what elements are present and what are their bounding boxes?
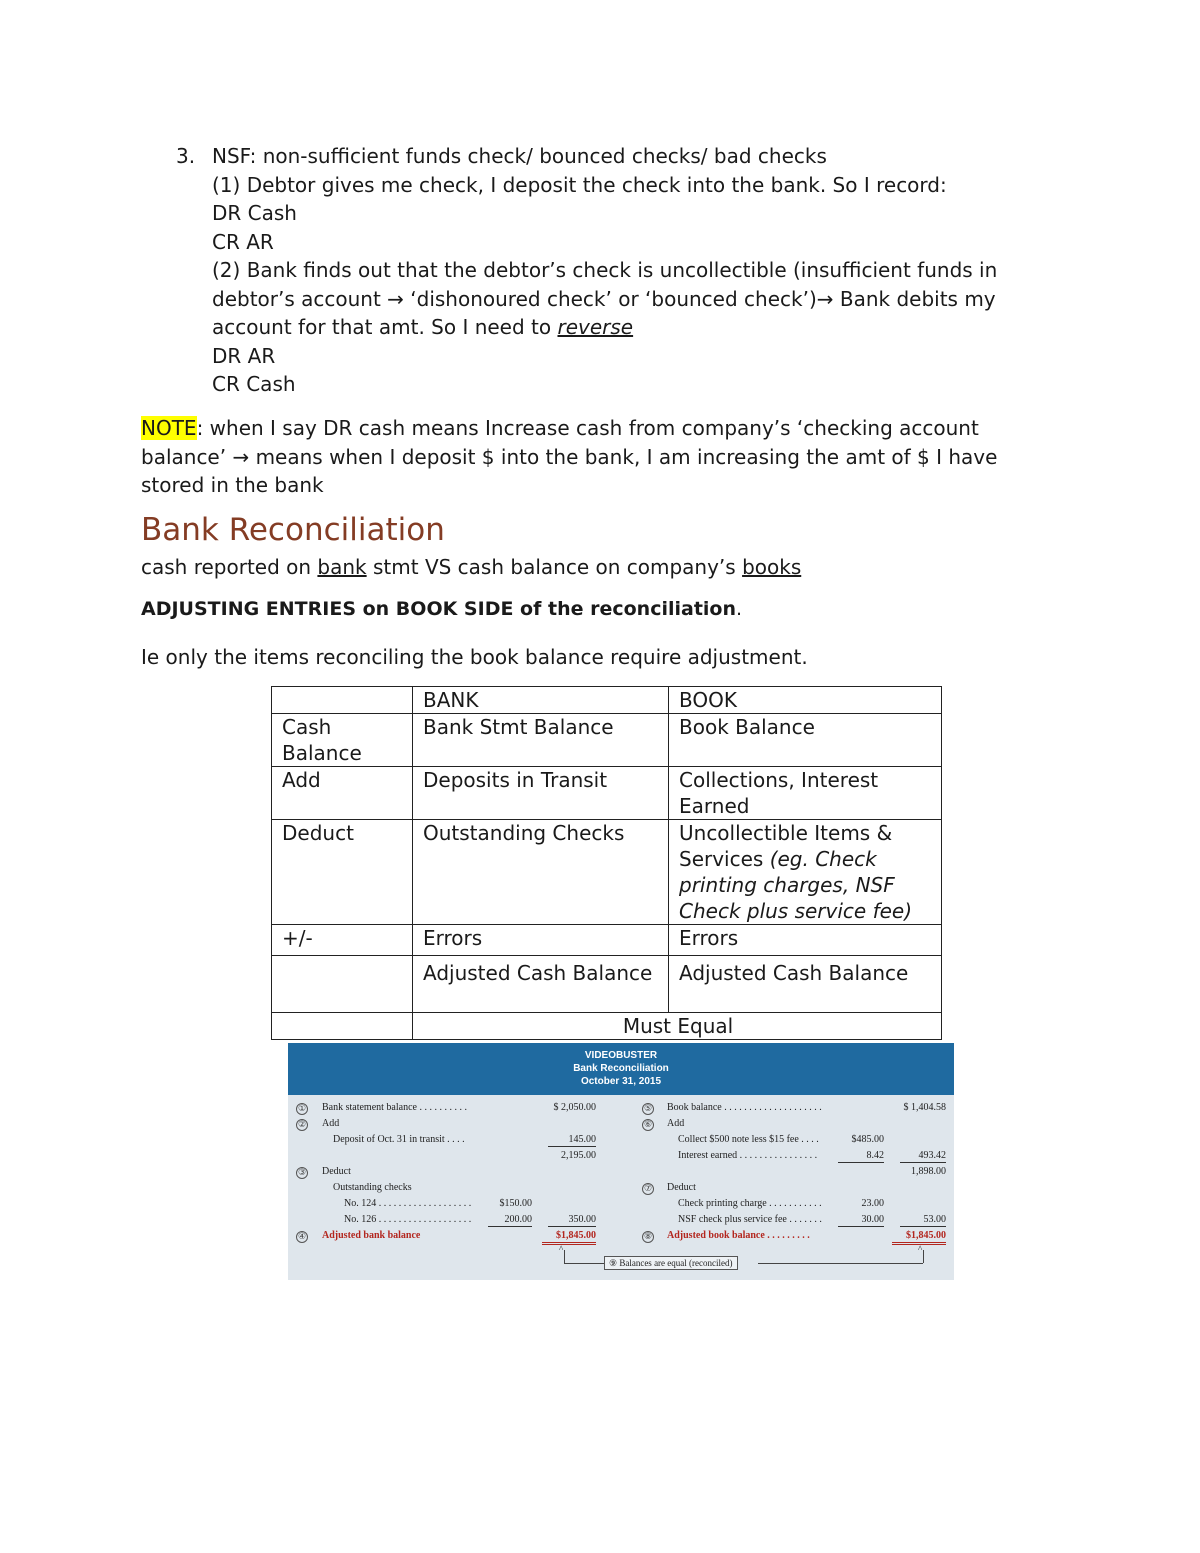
printing-value: 23.00 (861, 1198, 884, 1209)
item-line: CR Cash (212, 372, 296, 396)
marker: ⑤ (643, 1104, 653, 1114)
table-cell (272, 687, 413, 714)
item-line: (2) Bank finds out that the debtor’s check is uncollectible (insufficient funds in (212, 258, 998, 282)
marker: ④ (297, 1232, 307, 1242)
balances-equal-note (604, 1256, 738, 1270)
note-paragraph (141, 414, 1061, 500)
item-number: 3. (176, 144, 196, 168)
note-text: : when I say DR cash means Increase cash from company’s ‘checking account (196, 416, 979, 440)
table-row (272, 925, 942, 956)
adjusted-bank-value: $1,845.00 (542, 1230, 596, 1245)
item-line: CR AR (212, 229, 274, 254)
deposit-value: 145.00 (548, 1134, 596, 1147)
item-line: NSF: non-sufficient funds check/ bounced checks/ bad checks (212, 144, 827, 168)
section-heading: Bank Reconciliation (141, 512, 445, 548)
book-deduct-total: 53.00 (900, 1214, 946, 1227)
deduct-book-text: Uncollectible Items & Services (679, 821, 893, 871)
image-title: Bank Reconciliation (573, 1063, 669, 1074)
item-line: debtor’s account → ‘dishonoured check’ or ‘bounced check’)→ Bank debits my (212, 286, 996, 311)
book-add-label: Add (667, 1118, 685, 1129)
table-row (272, 956, 942, 1013)
bank-statement-value: $ 2,050.00 (553, 1102, 596, 1113)
table-cell: Errors (413, 925, 669, 956)
interest-label: Interest earned . . . . . . . . . . . . . . . . (678, 1150, 818, 1161)
table-cell: Bank Stmt Balance (413, 714, 669, 767)
balances-equal-text: Balances are equal (reconciled) (619, 1258, 733, 1268)
table-row (272, 767, 942, 820)
checks-total: 350.00 (548, 1214, 596, 1227)
nsf-label: NSF check plus service fee . . . . . . . (678, 1214, 822, 1225)
marker: ① (297, 1104, 307, 1114)
table-cell: Adjusted Cash Balance (413, 956, 669, 1013)
table-header-bank: BANK (413, 687, 669, 714)
collect-value: $485.00 (851, 1134, 884, 1145)
bank-word: bank (317, 555, 367, 579)
item-line: DR Cash (212, 201, 297, 225)
check2-value: 200.00 (488, 1214, 532, 1227)
bank-add-label: Add (322, 1118, 340, 1129)
table-cell: Book Balance (669, 714, 942, 767)
table-cell: Adjusted Cash Balance (669, 956, 942, 1013)
bank-deduct-label: Deduct (322, 1166, 351, 1177)
table-cell (272, 1013, 413, 1040)
reconciliation-image (288, 1043, 954, 1280)
section-subtitle (141, 553, 801, 582)
table-row (272, 820, 942, 925)
table-cell: Add (272, 767, 413, 820)
marker: ⑧ (643, 1232, 653, 1242)
marker: ② (297, 1120, 307, 1130)
reverse-word: reverse (557, 315, 634, 339)
item-lines (212, 142, 1072, 399)
adjusted-book-value: $1,845.00 (892, 1230, 946, 1245)
interest-value: 8.42 (838, 1150, 884, 1163)
table-cell: Collections, Interest Earned (669, 767, 942, 820)
table-cell: Deposits in Transit (413, 767, 669, 820)
connector-line (923, 1250, 924, 1263)
item-line: (1) Debtor gives me check, I deposit the check into the bank. So I record: (212, 172, 947, 197)
bank-statement-label: Bank statement balance . . . . . . . . . . (322, 1102, 467, 1113)
subtitle-text: stmt VS cash balance on company’s (366, 555, 743, 579)
table-cell (669, 820, 942, 925)
table-header-book: BOOK (669, 687, 942, 714)
printing-label: Check printing charge . . . . . . . . . . . (678, 1198, 822, 1209)
table-cell: +/- (272, 925, 413, 956)
marker: ⑨ (609, 1258, 618, 1268)
connector-line (564, 1250, 565, 1263)
item-line-text: account for that amt. So I need to (212, 315, 552, 339)
book-deduct-label: Deduct (667, 1182, 696, 1193)
table-cell: Outstanding Checks (413, 820, 669, 925)
deposit-label: Deposit of Oct. 31 in transit . . . . (333, 1134, 465, 1145)
check1-value: $150.00 (499, 1198, 532, 1209)
arrow-up-icon: ^ (918, 1244, 923, 1254)
adjusted-book-label: Adjusted book balance . . . . . . . . . (667, 1230, 810, 1241)
check1-label: No. 124 . . . . . . . . . . . . . . . . . . . (344, 1198, 472, 1209)
image-header (288, 1043, 954, 1095)
company-name: VIDEOBUSTER (584, 1050, 658, 1061)
adjusting-entries-text: ADJUSTING ENTRIES on BOOK SIDE of the reconciliation (141, 598, 736, 620)
connector-line (564, 1263, 604, 1264)
ie-line: Ie only the items reconciling the book balance require adjustment. (141, 645, 808, 669)
adjusted-bank-label: Adjusted bank balance (322, 1230, 421, 1241)
adjusting-entries-line (141, 598, 742, 620)
table-cell (272, 956, 413, 1013)
book-balance-value: $ 1,404.58 (903, 1102, 946, 1113)
table-footer-row (272, 1013, 942, 1040)
books-word: books (742, 555, 802, 579)
note-text: stored in the bank (141, 473, 324, 497)
collect-label: Collect $500 note less $15 fee . . . . (678, 1134, 819, 1145)
note-text: balance’ → means when I deposit $ into the bank, I am increasing the amt of $ I have (141, 444, 998, 469)
item-line: DR AR (212, 343, 276, 368)
image-date: October 31, 2015 (580, 1076, 662, 1087)
deduct-book-examples: (eg. Check printing charges, NSF Check plus service fee) (679, 847, 913, 923)
bank-subtotal: 2,195.00 (561, 1150, 596, 1161)
reconciliation-table (271, 686, 942, 1040)
table-cell: Errors (669, 925, 942, 956)
must-equal-cell: Must Equal (413, 1013, 942, 1040)
period: . (736, 598, 743, 620)
book-subtotal: 1,898.00 (911, 1166, 946, 1177)
marker: ③ (297, 1168, 307, 1178)
table-cell: Cash Balance (272, 714, 413, 767)
marker: ⑥ (643, 1120, 653, 1130)
subtitle-text: cash reported on (141, 555, 318, 579)
table-header-row (272, 687, 942, 714)
outstanding-label: Outstanding checks (333, 1182, 412, 1193)
check2-label: No. 126 . . . . . . . . . . . . . . . . . . . (344, 1214, 472, 1225)
table-row (272, 714, 942, 767)
item-line (212, 313, 1072, 342)
connector-line (758, 1263, 923, 1264)
note-label: NOTE (141, 416, 197, 440)
marker: ⑦ (643, 1184, 653, 1194)
book-add-total: 493.42 (900, 1150, 946, 1163)
table-cell: Deduct (272, 820, 413, 925)
book-balance-label: Book balance . . . . . . . . . . . . . . . . . . . . (667, 1102, 822, 1113)
nsf-value: 30.00 (838, 1214, 884, 1227)
arrow-up-icon: ^ (559, 1244, 564, 1254)
